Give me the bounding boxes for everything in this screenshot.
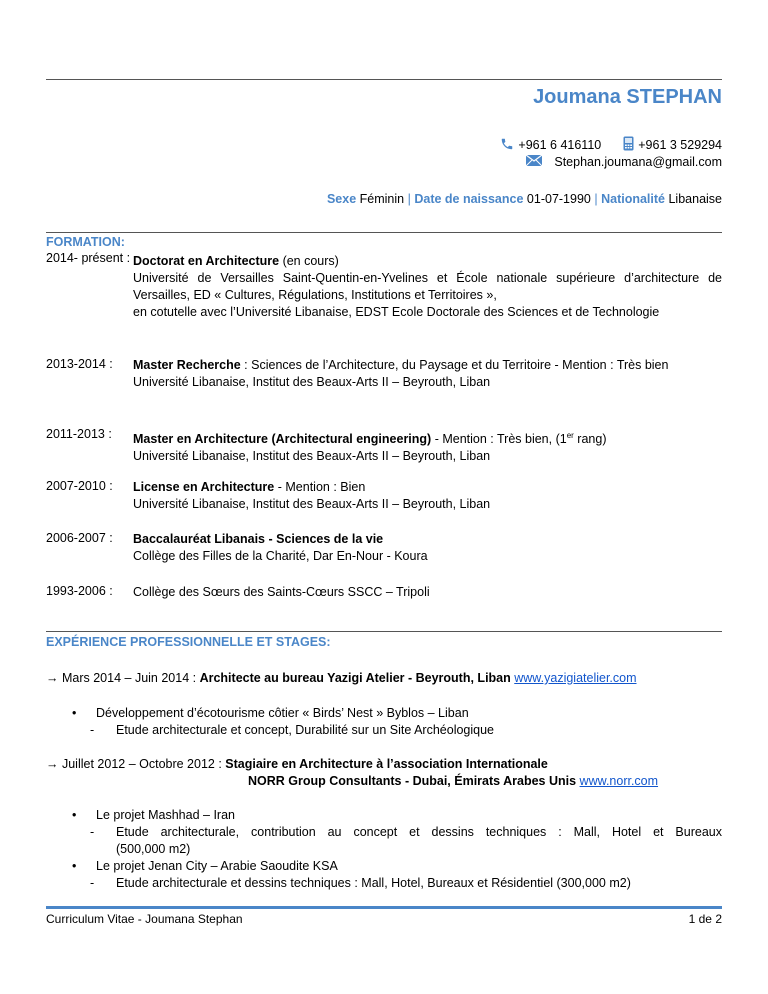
sexe-label: Sexe — [326, 192, 357, 206]
page-number: 1 de 2 — [688, 912, 722, 926]
entry-line: en cotutelle avec l’Université Libanaise, EDST Ecole Doctorale des Sciences et de Technologie — [133, 305, 660, 319]
separator: | — [407, 192, 411, 206]
entry-line: Collège des Filles de la Charité, Dar En-Nour - Koura — [133, 549, 428, 563]
entry-title-suffix: Collège des Sœurs des Saints-Cœurs SSCC – Tripoli — [133, 585, 430, 599]
entry-title: License en Architecture — [133, 480, 275, 494]
formation-entry — [133, 531, 722, 565]
formation-entry — [133, 253, 722, 321]
formation-title: FORMATION: — [46, 235, 125, 249]
email-icon — [526, 155, 542, 169]
superscript: er — [566, 431, 574, 440]
entry-line: Université Libanaise, Institut des Beaux-Arts II – Beyrouth, Liban — [133, 375, 491, 389]
entry-title-suffix: rang) — [573, 432, 607, 447]
dash-text: Etude architecturale et concept, Durabilité sur un Site Archéologique — [116, 723, 495, 737]
entry-title-suffix: - Mention : Très bien, (1 — [431, 432, 567, 447]
formation-rule — [46, 232, 722, 233]
job-header — [46, 756, 722, 773]
formation-entry — [133, 479, 722, 513]
dash-text: Etude architecturale, contribution au concept et dessins techniques : Mall, Hotel et Bureaux — [116, 825, 722, 839]
phone-number[interactable]: +961 6 416110 — [518, 138, 602, 152]
job-link[interactable]: www.norr.com — [579, 774, 659, 788]
mobile-number[interactable]: +961 3 529294 — [638, 138, 722, 152]
footer-left: Curriculum Vitae - Joumana Stephan — [46, 912, 243, 926]
experience-title: EXPÉRIENCE PROFESSIONNELLE ET STAGES: — [46, 635, 331, 649]
formation-entry — [133, 357, 722, 391]
entry-line: Université Libanaise, Institut des Beaux-Arts II – Beyrouth, Liban — [133, 449, 491, 464]
nationality-value: Libanaise — [668, 192, 722, 206]
email-address[interactable]: Stephan.joumana@gmail.com — [554, 155, 722, 169]
entry-date: 2011-2013 : — [46, 427, 112, 441]
arrow-icon: → — [46, 671, 59, 685]
job-period: Mars 2014 – Juin 2014 : — [61, 671, 200, 685]
dash-text: (500,000 m2) — [116, 842, 191, 856]
bullet-icon: • — [72, 859, 77, 873]
dob-label: Date de naissance — [414, 192, 524, 206]
dash-icon: - — [90, 825, 95, 839]
sexe-value: Féminin — [359, 192, 405, 206]
job-link[interactable]: www.yazigiatelier.com — [514, 671, 637, 685]
separator: | — [594, 192, 598, 206]
dash-icon: - — [90, 723, 95, 737]
entry-line: Université Libanaise, Institut des Beaux-Arts II – Beyrouth, Liban — [133, 497, 491, 511]
bullet-text: Le projet Jenan City – Arabie Saoudite KSA — [96, 859, 338, 873]
job-role: Architecte au bureau Yazigi Atelier - Beyrouth, Liban — [199, 671, 511, 685]
dob-value: 01-07-1990 — [526, 192, 591, 206]
personal-info — [327, 192, 722, 206]
entry-title: Master en Architecture (Architectural engineering) — [133, 432, 432, 447]
formation-entry — [133, 427, 722, 465]
entry-date: 2013-2014 : — [46, 357, 113, 371]
job-role: Stagiaire en Architecture à l’association Internationale — [225, 757, 548, 771]
entry-title-suffix: (en cours) — [279, 254, 339, 268]
job-header-line2 — [248, 773, 658, 790]
dash-icon: - — [90, 876, 95, 890]
mobile-icon — [623, 136, 634, 154]
top-rule — [46, 79, 722, 80]
job-role: NORR Group Consultants - Dubai, Émirats Arabes Unis — [248, 774, 577, 788]
entry-title: Baccalauréat Libanais - Sciences de la vie — [133, 532, 384, 546]
arrow-icon: → — [46, 757, 59, 771]
entry-line: Université de Versailles Saint-Quentin-en-Yvelines et École nationale supérieure d’architecture de Versailles, ED « Cultures, Régulations, Institutions et Territoires », — [133, 271, 722, 302]
formation-entry — [133, 584, 722, 601]
phone-row — [500, 136, 722, 154]
page-title: Joumana STEPHAN — [533, 86, 722, 108]
footer-rule — [46, 906, 722, 909]
entry-title: Doctorat en Architecture — [133, 254, 280, 268]
entry-title: Master Recherche — [133, 358, 241, 372]
entry-title-suffix: : Sciences de l’Architecture, du Paysage et du Territoire - Mention : Très bien — [240, 358, 669, 372]
dash-text: Etude architecturale et dessins techniques : Mall, Hotel, Bureaux et Résidentiel (300,000 m2) — [116, 876, 631, 890]
bullet-text: Développement d’écotourisme côtier « Birds’ Nest » Byblos – Liban — [96, 706, 469, 720]
entry-date: 2006-2007 : — [46, 531, 113, 545]
job-header — [46, 670, 722, 687]
entry-title-suffix: - Mention : Bien — [274, 480, 366, 494]
email-row — [526, 155, 722, 169]
phone-icon — [500, 137, 514, 154]
experience-rule — [46, 631, 722, 632]
entry-date: 1993-2006 : — [46, 584, 113, 598]
entry-date: 2014- présent : — [46, 251, 131, 265]
job-period: Juillet 2012 – Octobre 2012 : — [61, 757, 226, 771]
entry-date: 2007-2010 : — [46, 479, 113, 493]
bullet-text: Le projet Mashhad – Iran — [96, 808, 235, 822]
bullet-icon: • — [72, 706, 77, 720]
bullet-icon: • — [72, 808, 77, 822]
nationality-label: Nationalité — [601, 192, 665, 206]
